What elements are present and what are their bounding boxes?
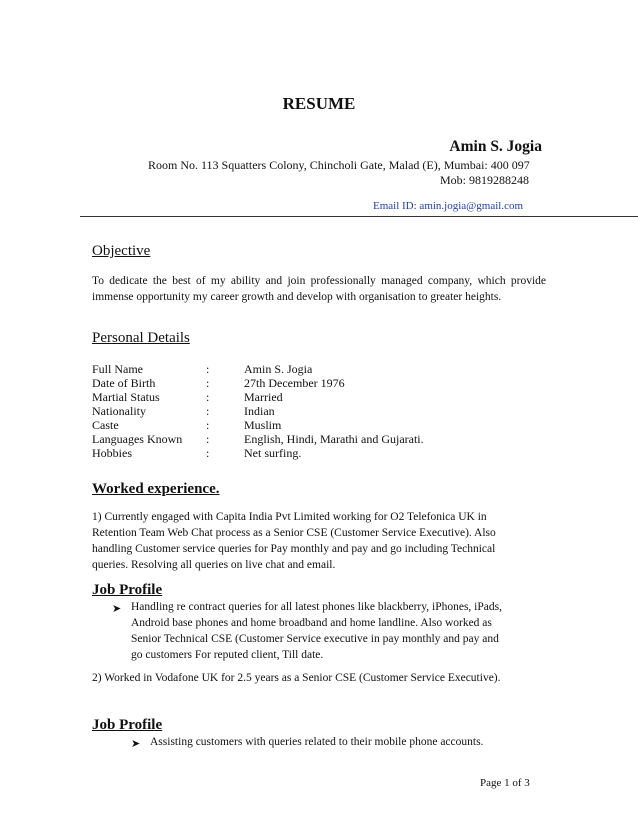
experience-item1-line1: 1) Currently engaged with Capita India Pvt Limited working for O2 Telefonica UK in xyxy=(92,511,487,523)
job-profile-1-line1: Handling re contract queries for all latest phones like blackberry, iPhones, iPads, xyxy=(131,601,502,613)
personal-detail-value: Net surfing. xyxy=(244,446,302,460)
experience-item1-line3: handling Customer service queries for Pay monthly and pay and go including Technical xyxy=(92,543,496,555)
job-profile-1-line3: Senior Technical CSE (Customer Service executive in pay monthly and pay and xyxy=(131,633,499,645)
email-address[interactable]: Email ID: amin.jogia@gmail.com xyxy=(373,200,524,212)
personal-detail-value: 27th December 1976 xyxy=(244,376,345,390)
arrowhead-bullet-icon: ➤ xyxy=(112,603,122,615)
personal-details-table xyxy=(92,362,532,460)
personal-detail-separator: : xyxy=(206,376,210,390)
job-profile-1-line2: Android base phones and home broadband and home landline. Also worked as xyxy=(131,617,492,629)
personal-detail-label: Languages Known xyxy=(92,432,183,446)
header-divider xyxy=(80,216,638,217)
objective-text: To dedicate the best of my ability and join professionally managed company, which provide immense opportunity my career growth and develop with organisation to greater heights. xyxy=(92,275,546,303)
personal-detail-value: Amin S. Jogia xyxy=(244,362,313,376)
personal-detail-label: Martial Status xyxy=(92,390,160,404)
personal-detail-row xyxy=(92,362,532,376)
personal-detail-value: English, Hindi, Marathi and Gujarati. xyxy=(244,432,424,446)
personal-details-heading: Personal Details xyxy=(92,330,190,346)
personal-detail-row xyxy=(92,376,532,390)
experience-item1-line4: queries. Resolving all queries on live chat and email. xyxy=(92,559,336,571)
personal-detail-value: Married xyxy=(244,390,283,404)
personal-detail-separator: : xyxy=(206,390,210,404)
arrowhead-bullet-icon: ➤ xyxy=(131,738,141,750)
job-profile-2-line1: Assisting customers with queries related to their mobile phone accounts. xyxy=(150,736,484,748)
job-profile-heading-1: Job Profile xyxy=(92,582,163,598)
personal-detail-value: Indian xyxy=(244,404,275,418)
personal-detail-separator: : xyxy=(206,404,210,418)
mobile-number: Mob: 9819288248 xyxy=(440,173,530,187)
personal-detail-label: Nationality xyxy=(92,404,146,418)
personal-detail-row xyxy=(92,404,532,418)
job-profile-1-line4: go customers For reputed client, Till date. xyxy=(131,649,324,661)
personal-detail-separator: : xyxy=(206,362,210,376)
experience-item2: 2) Worked in Vodafone UK for 2.5 years as a Senior CSE (Customer Service Executive). xyxy=(92,672,501,684)
personal-detail-label: Date of Birth xyxy=(92,376,156,390)
personal-detail-row xyxy=(92,418,532,432)
resume-title: RESUME xyxy=(282,94,356,113)
experience-item1-line2: Retention Team Web Chat process as a Senior CSE (Customer Service Executive). Also xyxy=(92,527,496,539)
candidate-name: Amin S. Jogia xyxy=(449,138,542,155)
personal-detail-row xyxy=(92,390,532,404)
worked-experience-heading: Worked experience. xyxy=(92,481,220,497)
job-profile-heading-2: Job Profile xyxy=(92,717,163,733)
personal-detail-value: Muslim xyxy=(244,418,282,432)
address: Room No. 113 Squatters Colony, Chincholi Gate, Malad (E), Mumbai: 400 097 xyxy=(148,158,530,172)
personal-detail-separator: : xyxy=(206,418,210,432)
personal-detail-row xyxy=(92,432,532,446)
objective-heading: Objective xyxy=(92,243,151,259)
personal-detail-separator: : xyxy=(206,446,210,460)
personal-detail-row xyxy=(92,446,532,460)
personal-detail-label: Caste xyxy=(92,418,119,432)
page-number: Page 1 of 3 xyxy=(480,777,530,789)
personal-detail-label: Full Name xyxy=(92,362,143,376)
personal-detail-label: Hobbies xyxy=(92,446,132,460)
personal-detail-separator: : xyxy=(206,432,210,446)
